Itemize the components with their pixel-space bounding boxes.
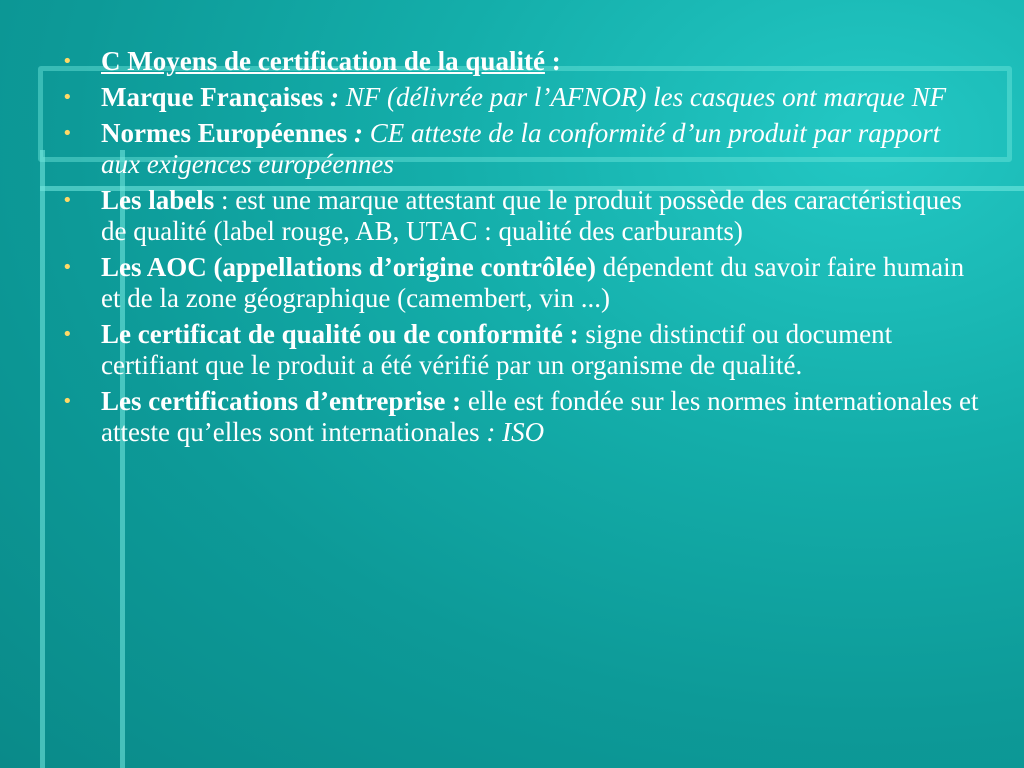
item-description: CE atteste de la conformité d’un produit par rapport aux exigences européennes: [101, 118, 941, 179]
item-term: Les certifications d’entreprise :: [101, 386, 462, 416]
list-item-marque-francaises: [60, 82, 980, 113]
list-item-aoc: [60, 252, 980, 314]
heading-title: C Moyens de certification de la qualité: [101, 46, 545, 76]
item-tail: : ISO: [486, 417, 545, 447]
heading-colon: :: [544, 46, 561, 76]
bullet-marker: •: [62, 257, 73, 278]
item-colon: :: [354, 118, 370, 148]
item-term: Les labels: [101, 185, 215, 215]
list-item-normes-europeennes: [60, 118, 980, 180]
list-item-certificat: [60, 319, 980, 381]
item-description: elle est fondée sur les normes internationales et atteste qu’elles sont internationales: [101, 386, 979, 447]
bullet-marker: •: [62, 324, 73, 345]
item-term: Normes Européennes: [101, 118, 354, 148]
list-item-certifications-entreprise: [60, 386, 980, 448]
item-description: : est une marque attestant que le produit possède des caractéristiques de qualité (label rouge, AB, UTAC : qualité des carburants): [101, 185, 962, 246]
item-term: Les AOC (appellations d’origine contrôlée): [101, 252, 596, 282]
decorative-line-vertical-1: [40, 150, 45, 768]
item-term: Marque Françaises: [101, 82, 330, 112]
list-item-labels: [60, 185, 980, 247]
item-term: Le certificat de qualité ou de conformité :: [101, 319, 579, 349]
item-description: NF (délivrée par l’AFNOR) les casques ont marque NF: [345, 82, 947, 112]
bullet-marker: •: [62, 190, 73, 211]
list-item-heading: [60, 46, 980, 77]
bullet-list: [60, 46, 980, 453]
item-description: dépendent du savoir faire humain et de la zone géographique (camembert, vin ...): [101, 252, 965, 313]
bullet-marker: •: [62, 51, 73, 72]
bullet-marker: •: [62, 87, 73, 108]
bullet-marker: •: [62, 391, 73, 412]
item-colon: :: [329, 82, 346, 112]
item-description: signe distinctif ou document certifiant que le produit a été vérifié par un organisme de qualité.: [101, 319, 893, 380]
bullet-marker: •: [62, 123, 73, 144]
